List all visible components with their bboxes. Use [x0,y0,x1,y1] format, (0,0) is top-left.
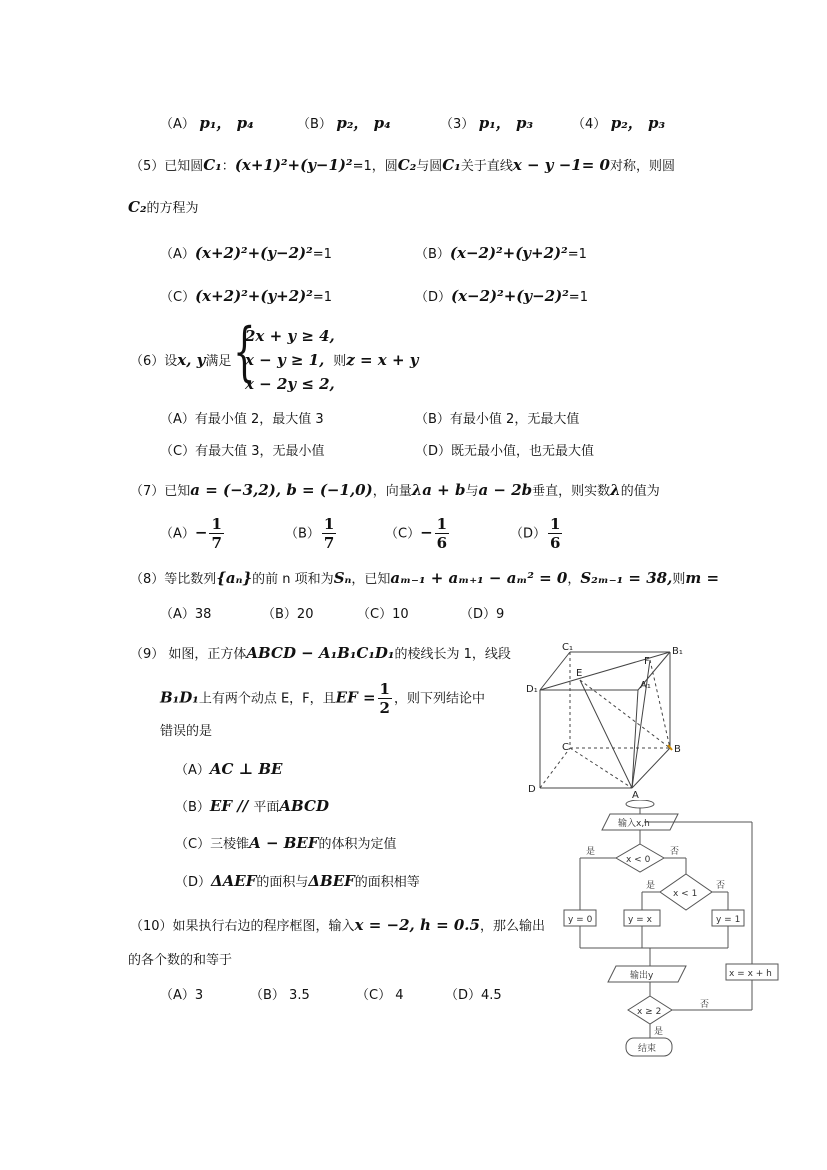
q4-option-b-expr: p₂， p₄ [336,114,391,132]
q5-stem-line1: （5）已知圆C₁：(x+1)²+(y−1)²=1，圆C₂与圆C₁关于直线x − y −1= 0对称，则圆 [130,156,675,174]
q7-option-a[interactable]: （A）− $\frac{1}{7}$ [160,515,222,552]
flow-cond1: x < 0 [626,855,651,865]
flow-no-2: 否 [716,881,726,891]
flow-end: 结束 [638,1044,657,1054]
q10-stem-line1: （10）如果执行右边的程序框图，输入x = −2, h = 0.5，那么输出 [130,916,545,934]
flow-no-3: 否 [700,1000,710,1010]
flow-yes-2: 是 [646,881,656,891]
q6-stem: （6）设x, y满足 [130,351,232,369]
label-a: A [632,790,639,800]
q10-option-b[interactable]: （B） 3.5 [250,988,310,1003]
q4-option-b[interactable]: （B） p₂， p₄ [297,114,391,132]
flow-input: 输入x,h [618,819,650,829]
q8-stem: （8）等比数列{aₙ}的前 n 项和为Sₙ，已知aₘ₋₁ + aₘ₊₁ − aₘ² = 0，S₂ₘ₋₁ = 38,则m = [130,569,720,587]
flowchart [560,800,790,1065]
q7-option-c[interactable]: （C）− $\frac{1}{6}$ [385,515,448,552]
q9-stem-line1: （9） 如图，正方体ABCD − A₁B₁C₁D₁的棱线长为 1，线段 [130,644,511,662]
q7-option-d[interactable]: （D） $\frac{1}{6}$ [510,515,561,552]
flow-output: 输出y [630,971,654,981]
q5-option-d[interactable]: （D）(x−2)²+(y−2)²=1 [415,287,588,305]
q9-option-a[interactable]: （A）AC ⊥ BE [175,760,283,778]
q6-option-c[interactable]: （C）有最大值 3，无最小值 [160,444,325,459]
q7-stem: （7）已知a = (−3,2), b = (−1,0)，向量λa + b与a − 2b垂直，则实数λ的值为 [130,481,660,499]
q9-option-d[interactable]: （D）ΔAEF的面积与ΔBEF的面积相等 [175,872,420,890]
q9-stem-line2: B₁D₁上有两个动点 E，F，且EF = $\frac{1}{2}$ ，则下列结论中 [160,680,485,717]
flow-yx: y = x [628,915,652,925]
q9-option-c[interactable]: （C）三棱锥A − BEF的体积为定值 [175,834,397,852]
q6-option-a[interactable]: （A）有最小值 2，最大值 3 [160,412,324,427]
q4-option-d-expr: p₂， p₃ [610,114,666,132]
q6-brace: { [233,315,256,389]
q4-option-a-expr: p₁， p₄ [199,114,254,132]
q7-option-b[interactable]: （B） $\frac{1}{7}$ [285,515,335,552]
q10-option-c[interactable]: （C） 4 [356,988,404,1003]
q5-option-a[interactable]: （A）(x+2)²+(y−2)²=1 [160,244,332,262]
q10-option-a[interactable]: （A）3 [160,988,204,1003]
label-e: E [576,668,583,679]
label-b: B [674,744,681,755]
flow-no-1: 否 [670,847,680,857]
q6-constraint-3: x − 2y ≤ 2, [245,375,335,393]
flow-update: x = x + h [729,969,772,979]
q10-option-d[interactable]: （D）4.5 [445,988,502,1003]
q8-option-a[interactable]: （A）38 [160,607,212,622]
q4-option-a[interactable]: （A） p₁， p₄ [160,114,254,132]
flow-yes-3: 是 [654,1027,664,1037]
flow-y1: y = 1 [716,915,741,925]
label-a1: A₁ [640,680,651,691]
q6-option-d[interactable]: （D）既无最小值，也无最大值 [415,444,595,459]
label-d1: D₁ [526,684,538,695]
q9-option-b[interactable]: （B）EF // 平面ABCD [175,797,329,815]
q6-constraint-2: x − y ≥ 1, 则z = x + y [245,351,419,369]
q10-stem-line2: 的各个数的和等于 [128,953,233,968]
q4-option-d[interactable]: （4） p₂， p₃ [572,114,666,132]
q6-option-b[interactable]: （B）有最小值 2，无最大值 [415,412,580,427]
cube-figure [520,640,700,800]
flow-cond3: x ≥ 2 [637,1007,662,1017]
label-b1: B₁ [672,646,683,657]
q5-stem-line2: C₂的方程为 [128,198,199,216]
q6-constraint-1: 2x + y ≥ 4, [245,327,335,345]
flow-cond2: x < 1 [673,889,698,899]
label-d: D [528,784,536,795]
label-f: F [644,656,650,667]
q4-option-c[interactable]: （3） p₁， p₃ [440,114,534,132]
q5-option-c[interactable]: （C）(x+2)²+(y+2)²=1 [160,287,333,305]
label-c: C [562,742,569,753]
q4-option-c-expr: p₁， p₃ [478,114,534,132]
q8-option-c[interactable]: （C）10 [357,607,409,622]
q8-option-d[interactable]: （D）9 [460,607,505,622]
q8-option-b[interactable]: （B）20 [262,607,314,622]
flow-y0: y = 0 [568,915,593,925]
q5-option-b[interactable]: （B）(x−2)²+(y+2)²=1 [415,244,587,262]
flow-yes-1: 是 [586,847,596,857]
q9-stem-line3: 错误的是 [160,724,213,739]
label-c1: C₁ [562,642,573,653]
